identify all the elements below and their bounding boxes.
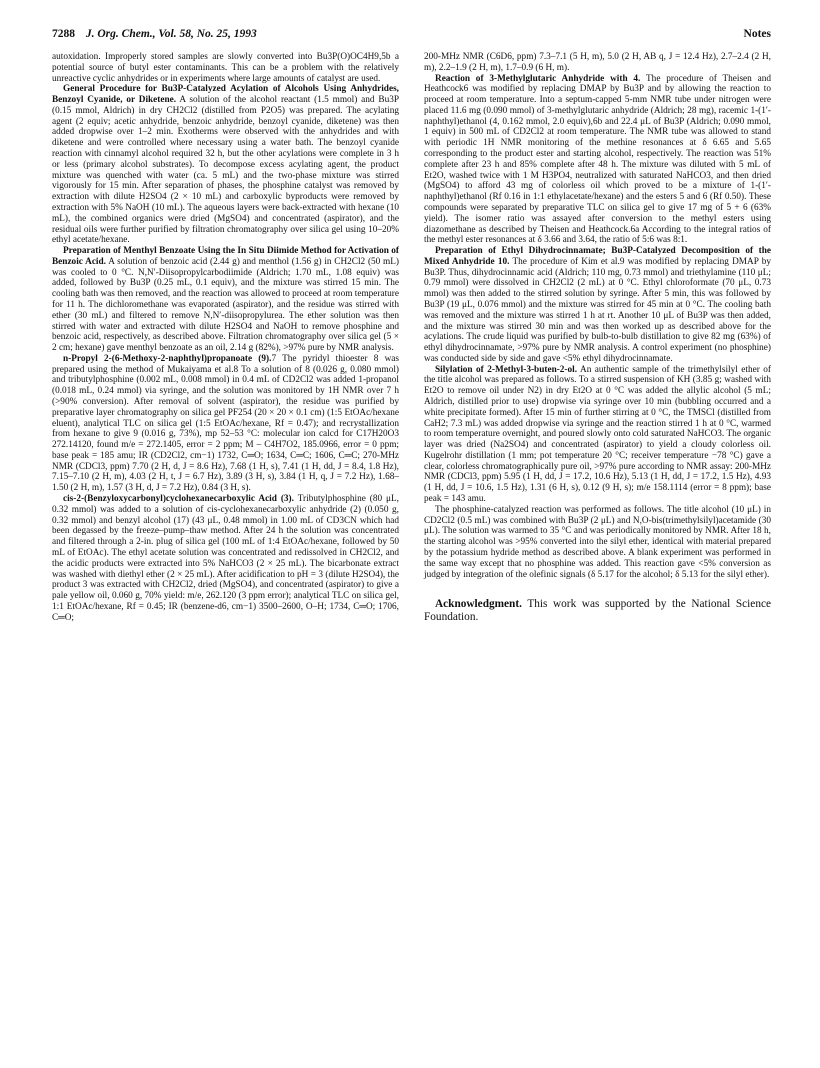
paragraph: Reaction of 3-Methylglutaric Anhydride with 4. The procedure of Theisen and Heathcock6 was modified by replacing DMAP by Bu3P and by allowing the reaction to proceed at room temperature. Into a septum-capped 5-mm NMR tube under nitrogen were placed 11.6 mg (0.090 mmol) of 3-methylglutaric anhydride (Aldrich; 28 mg), racemic 1-(1′-naphthyl)ethanol (4, 0.162 mmol, 2.0 equiv),6b and 22.4 μL of Bu3P (Aldrich; 0.090 mmol, 1 equiv) in 500 mL of CD2Cl2 at room temperature. The NMR tube was allowed to stand with periodic 1H NMR monitoring of the methine resonances at δ 6.65 and 5.65 corresponding to the product ester and starting alcohol, respectively. The reaction was 51% complete after 23 h and 85% complete after 48 h. The mixture was diluted with 5 mL of Et2O, washed twice with 1 M H3PO4, neutralized with saturated NaHCO3, and then dried (MgSO4) to afford 43 mg of colorless oil which proved to be a mixture of 1-(1′-naphthyl)ethanol (Rf 0.16 in 1:1 ethylacetate/hexane) and the esters 5 and 6 (Rf 0.50). These compounds were separated by preparative TLC on silica gel to give 17 mg of 5 + 6 (63% yield). The isomer ratio was assayed after conversion to the methyl esters using diazomethane as described by Theisen and Heathcock.6a According to the integral ratios of the methyl ester resonances at δ 3.66 and 3.64, the ratio of 5:6 was 8:1.: [424, 73, 771, 246]
page-number: 7288: [52, 28, 75, 40]
paragraph: Preparation of Ethyl Dihydrocinnamate; Bu3P-Catalyzed Decomposition of the Mixed Anhydride 10. The procedure of Kim et al.9 was modified by replacing DMAP by Bu3P. Thus, dihydrocinnamic acid (Aldrich; 110 mg, 0.73 mmol) and triethylamine (110 μL; 0.79 mmol) were dissolved in CH2Cl2 (2 mL) at 0 °C. Ethyl chloroformate (70 μL, 0.73 mmol) was then added to the stirred solution by syringe. After 5 min, this was followed by Bu3P (19 μL, 0.076 mmol) and the mixture was stirred for 45 min at 0 °C. The cooling bath was removed and the mixture was stirred 1 h at rt. Another 10 μL of Bu3P was then added, and the mixture was stirred 30 min and was then worked up as described above for the acylations. The crude liquid was purified by bulb-to-bulb distillation to give 82 mg (63%) of ethyl dihydrocinnamate, >97% pure by NMR analysis. A control experiment (no phosphine) was conducted side by side and gave <5% ethyl dihydrocinnamate.: [424, 246, 771, 364]
paragraph-heading: Preparation of Ethyl Dihydrocinnamate; Bu3P-Catalyzed Decomposition of the Mixed Anhydride 10.: [424, 246, 771, 267]
right-column: [424, 52, 771, 624]
paragraph: The phosphine-catalyzed reaction was performed as follows. The title alcohol (10 μL) in CD2Cl2 (0.5 mL) was combined with Bu3P (2 μL) and N,O-bis(trimethylsilyl)acetamide (30 μL). The solution was warmed to 35 °C and was periodically monitored by NMR. After 18 h, the starting alcohol was >95% converted into the silyl ether, identical with material prepared by the potassium hydride method as described above. A blank experiment was performed in the same way except that no phosphine was added. This reaction gave <5% conversion as judged by integration of the olefinic signals (δ 5.17 for the alcohol; δ 5.13 for the silyl ether).: [424, 504, 771, 580]
section-name: Notes: [743, 28, 771, 40]
paragraph-heading: Reaction of 3-Methylglutaric Anhydride with 4.: [435, 73, 641, 84]
acknowledgment-heading: Acknowledgment.: [435, 598, 522, 611]
paragraph: Silylation of 2-Methyl-3-buten-2-ol. An authentic sample of the trimethylsilyl ether of the title alcohol was prepared as follows. To a stirred suspension of KH (3.85 g; washed with Et2O to remove oil under N2) in dry Et2O at 0 °C was added the allylic alcohol (5 mL; Aldrich, distilled prior to use) dropwise via syringe over 10 min (bubbling occurred and a white precipitate formed). After 15 min of further stirring at 0 °C, the TMSCl (distilled from CaH2; 7.3 mL) was added dropwise via syringe and the reaction stirred 1 h at 0 °C, warmed to room temperature overnight, and poured slowly onto cold saturated NaHCO3. The organic layer was dried (Na2SO4) and concentrated (aspirator) to yield a cloudy colorless oil. Kugelrohr distillation (1 mm; pot temperature 20 °C; receiver temperature −78 °C) gave a clear, colorless chromatographically pure oil, >97% pure according to NMR assay: 200-MHz NMR (CDCl3, ppm) 5.95 (1 H, dd, J = 17.2, 10.6 Hz), 5.13 (1 H, dd, J = 17.2, 1.5 Hz), 4.93 (1 H, dd, J = 10.6, 1.5 Hz), 1.31 (6 H, s), 0.12 (9 H, s); m/e 158.1114 (error = 8 ppm); base peak = 143 amu.: [424, 364, 771, 505]
paragraph-heading: n-Propyl 2-(6-Methoxy-2-naphthyl)propanoate (9).: [63, 353, 272, 364]
paragraph: Preparation of Menthyl Benzoate Using the In Situ Diimide Method for Activation of Benzoic Acid. A solution of benzoic acid (2.44 g) and menthol (1.56 g) in CH2Cl2 (50 mL) was cooled to 0 °C. N,N′-Diisopropylcarbodiimide (Aldrich; 1.70 mL, 1.08 equiv) was added, followed by Bu3P (0.25 mL, 0.1 equiv), and the mixture was stirred 15 min. The cooling bath was then removed, and the reaction was allowed to proceed at room temperature for 11 h. The dichloromethane was evaporated (aspirator), and the residue was stirred with ether (30 mL) and filtered to remove N,N′-diisopropylurea. The ether solution was then stirred with water and extracted with dilute H2SO4 and NaOH to remove phosphine and benzoic acid, respectively, as described above. Filtration chromatography over silica gel (5 × 2 cm; hexane) gave menthyl benzoate as an oil, 2.14 g (82%), >97% pure by NMR analysis.: [52, 246, 400, 354]
paragraph: cis-2-(Benzyloxycarbonyl)cyclohexanecarboxylic Acid (3). Tributylphosphine (80 μL, 0.32 mmol) was added to a solution of cis-cyclohexanecarboxylic anhydride (2) (0.050 g, 0.32 mmol) and benzyl alcohol (17) (43 μL, 0.48 mmol) in 1.00 mL of CD3CN which had been degassed by the freeze–pump–thaw method. After 24 h the solution was concentrated and filtered through a 2-in. plug of silica gel (100 mL of 1:4 EtOAc/hexane, followed by 50 mL of EtOAc). The ethyl acetate solution was concentrated and redissolved in CH2Cl2, and the acidic products were extracted into 5% NaHCO3 (2 × 25 mL). The bicarbonate extract was washed with diethyl ether (2 × 25 mL). After acidification to pH = 3 (dilute H2SO4), the product 3 was extracted with CH2Cl2, dried (MgSO4), and concentrated (aspirator) to give a pale yellow oil, 0.060 g, 70% yield: m/e, 262.120 (3 ppm error); analytical TLC on silica gel, 1:1 EtOAc/hexane, Rf = 0.45; IR (benzene-d6, cm−1) 3500–2600, O–H; 1734, C═O; 1706, C═O;: [52, 494, 399, 623]
paragraph: n-Propyl 2-(6-Methoxy-2-naphthyl)propanoate (9).7 The pyridyl thioester 8 was prepared using the method of Mukaiyama et al.8 To a solution of 8 (0.026 g, 0.080 mmol) and tributylphosphine (0.002 mL, 0.008 mmol) in 0.4 mL of CD2Cl2 was added 1-propanol (0.018 mL, 0.24 mmol) via syringe, and the solution was monitored by 1H NMR over 7 h (>90% conversion). After removal of solvent (aspirator), the residue was purified by preparative layer chromatography on silica gel PF254 (20 × 20 × 0.1 cm) (1:5 EtOAc/hexane eluent), analytical TLC on silica gel (1:5 EtOAc/hexane, Rf = 0.47); and recrystallization from hexane to give 9 (0.016 g, 73%), mp 52–53 °C: molecular ion calcd for C17H20O3 272.14120, found m/e = 272.1405, error = 2 ppm; M – C4H7O2, 185.0966, error = 0 ppm; base peak = 185 amu; IR (CD2Cl2, cm−1) 1732, C═O; 1634, C═C; 1606, C═C; 270-MHz NMR (CDCl3, ppm) 7.70 (2 H, d, J = 8.6 Hz), 7.68 (1 H, s), 7.41 (1 H, dd, J = 8.4, 1.8 Hz), 7.15–7.10 (2 H, m), 4.03 (2 H, t, J = 6.7 Hz), 3.89 (3 H, s), 3.84 (1 H, q, J = 7.2 Hz), 1.68–1.50 (2 H, m), 1.57 (3 H, d, J = 7.2 Hz), 0.84 (3 H, s).: [52, 353, 399, 494]
paragraph-heading: cis-2-(Benzyloxycarbonyl)cyclohexanecarboxylic Acid (3).: [63, 494, 294, 505]
paragraph-heading: Preparation of Menthyl Benzoate Using the In Situ Diimide Method for Activation of Benzoic Acid.: [52, 246, 399, 267]
paragraph-heading: Silylation of 2-Methyl-3-buten-2-ol.: [435, 364, 578, 375]
paragraph-heading: General Procedure for Bu3P-Catalyzed Acylation of Alcohols Using Anhydrides, Benzoyl Cyanide, or Diketene.: [52, 84, 399, 106]
paragraph: General Procedure for Bu3P-Catalyzed Acylation of Alcohols Using Anhydrides, Benzoyl Cyanide, or Diketene. A solution of the alcohol reactant (1.5 mmol) and Bu3P (0.15 mmol, Aldrich) in dry CH2Cl2 (distilled from P2O5) was prepared. The acylating agent (2 equiv; acetic anhydride, benzoic anhydride, benzoyl cyanide, diketene) was then added dropwise over 1–2 min. Exotherms were observed with the anhydrides and with diketene and were controlled where necessary using a water bath. The benzoyl cyanide reaction with cinnamyl alcohol required 32 h, but the other acylations were complete in 3 h or less (primary alcohol substrates). To decompose excess acylating agent, the product mixture was quenched with water (ca. 5 mL) and the two-phase mixture was stirred vigorously for 15 min. After separation of phases, the phosphine catalyst was removed by extraction with dilute H2SO4 (2 × 10 mL) and carboxylic byproducts were removed by extraction with 5% NaOH (10 mL). The aqueous layers were back-extracted with hexane (10 mL), the combined organics were dried (MgSO4) and concentrated (aspirator), and the residual oils were further purified by filtration chromatography over silica gel using 10–20% ethyl acetate/hexane.: [52, 84, 399, 246]
left-column: [52, 52, 399, 623]
running-header: [52, 28, 771, 40]
paragraph: 200-MHz NMR (C6D6, ppm) 7.3–7.1 (5 H, m), 5.0 (2 H, AB q, J = 12.4 Hz), 2.7–2.4 (2 H, m), 2.2–1.9 (2 H, m), 1.7–0.9 (6 H, m).: [424, 52, 771, 73]
journal-citation: J. Org. Chem., Vol. 58, No. 25, 1993: [85, 28, 257, 40]
acknowledgment: Acknowledgment. This work was supported by the National Science Foundation.: [424, 598, 771, 624]
paragraph: autoxidation. Improperly stored samples are slowly converted into Bu3P(O)OC4H9,5b a potential source of butyl ester contaminants. This can be a problem with the relatively unreactive cyclic anhydrides or in experiments where large amounts of catalyst are used.: [52, 52, 399, 84]
